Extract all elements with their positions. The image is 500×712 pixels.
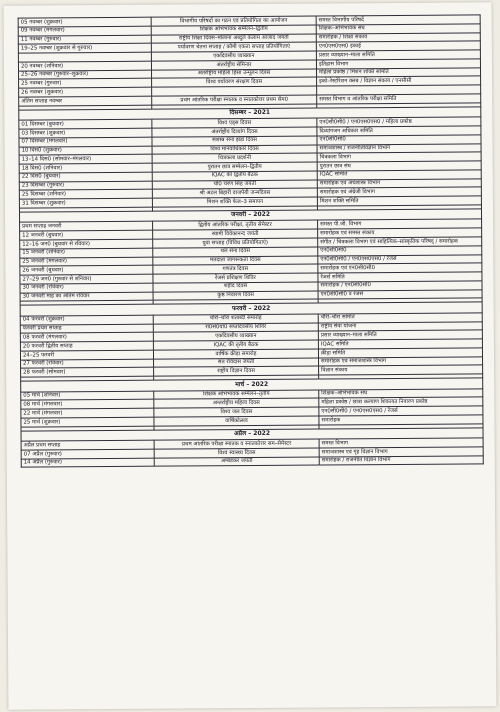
- event-cell: शिक्षक अभिभावक सम्मेलन–तृतीय: [154, 390, 319, 400]
- academic-calendar-table: [18, 14, 484, 468]
- organizer-cell: एन0सी0सी0 व रेंजर्स: [318, 290, 482, 300]
- organizer-cell: समस्त विभाग: [319, 438, 483, 448]
- event-cell: अंतर्राष्ट्रीय दिव्यांग दिवस: [152, 127, 317, 137]
- month-header: फरवरी – 2022: [20, 302, 482, 316]
- event-cell: सशस्त्र सेना झंडा दिवस: [152, 136, 317, 146]
- date-cell: 22 दिस0 (बुधवार): [19, 172, 152, 182]
- date-cell: 03 दिसम्बर (शुक्रवार): [19, 128, 152, 138]
- date-cell: 09 नवम्बर (मंगलवार): [18, 26, 151, 36]
- organizer-cell: एन0सी0सी0 / एन0एस0एस0 / रेंजर्स: [318, 254, 482, 264]
- organizer-cell: रेंजर्स समिति: [318, 272, 482, 282]
- date-cell: 20 नवम्बर (शनिवार): [18, 61, 151, 71]
- event-cell: राष्ट्रीय विज्ञान दिवस: [154, 366, 319, 376]
- event-cell: विभागीय परिषदों का गठन एवं प्रतियोगिता का आयोजन: [151, 16, 316, 26]
- event-cell: अम्बेडकर जयंती: [154, 457, 319, 467]
- organizer-cell: IQAC समिति: [318, 339, 482, 349]
- date-cell: 26 नवम्बर (शुक्रवार): [19, 87, 152, 97]
- table-row: [21, 456, 483, 468]
- organizer-cell: समस्त विभाग व आंतरिक परीक्षा समिति: [317, 94, 481, 104]
- event-cell: एकदिवसीय व्याख्यान: [151, 51, 316, 61]
- organizer-cell: समस्त पी.जी. विभाग: [318, 219, 482, 229]
- date-cell: 30 जनवरी माह का अंतिम रविवार: [20, 292, 153, 302]
- organizer-cell: समस्त विभागीय परिषदें: [316, 15, 480, 25]
- event-cell: IQAC की तृतीय बैठक: [153, 340, 318, 350]
- event-cell: चौरी–चौरा शताब्दी समारोह: [153, 314, 318, 324]
- organizer-cell: पुरातन छात्र संघ: [317, 161, 481, 171]
- event-cell: मतदाता जागरूकता दिवस: [153, 256, 318, 266]
- date-cell: 08 फरवरी (मंगलवार): [20, 333, 153, 343]
- event-cell: स्वामी विवेकानन्द जयंती: [153, 229, 318, 239]
- event-cell: विश्व एड्स दिवस: [152, 118, 317, 128]
- month-header: अप्रैल – 2022: [21, 428, 483, 442]
- event-cell: कुष्ठ निवारण दिवस: [153, 291, 318, 301]
- event-cell: राष्ट्रीय शिक्षा दिवस–मौलाना अब्दुल कलाम आजाद जयंती: [151, 34, 316, 44]
- document-page: [4, 2, 497, 709]
- date-cell: 14 अप्रैल (गुरुवार): [21, 458, 154, 468]
- event-cell: पुरातन छात्र सम्मेलन–द्वितीय: [152, 162, 317, 172]
- organizer-cell: समारोहक / एन0सी0सी0: [318, 281, 482, 291]
- date-cell: 27 फरवरी (रविवार): [21, 359, 154, 369]
- organizer-cell: महिला प्रकोष्ठ / मिशन शक्ति समिति: [316, 68, 480, 78]
- organizer-cell: इको–रेस्टोरेशन क्लब / विज्ञान संकाय / एनसीसी: [317, 76, 481, 86]
- date-cell: 12–16 जन0 (बुधवार से रविवार): [20, 239, 153, 249]
- organizer-cell: एन0सी0सी0: [318, 246, 482, 256]
- event-cell: प्रथम आंतरिक परीक्षा स्नातक व स्नातकोत्तर प्रथम सेम0: [152, 95, 317, 105]
- event-cell: चौ0 चरण सिंह जयंती: [152, 180, 317, 190]
- event-cell: युवा सप्ताह (विविध प्रतियोगिताएं): [153, 238, 318, 248]
- event-cell: विश्व पर्यावरण संरक्षण दिवस: [152, 77, 317, 87]
- event-cell: अंतर्राष्ट्रीय महिला हिंसा उन्मूलन दिवस: [152, 69, 317, 79]
- organizer-cell: महिला प्रकोष्ठ / छात्रा कल्याण शिकायत निवारण प्रकोष्ठ: [319, 397, 483, 407]
- event-cell: संत रविदास जयंती: [154, 358, 319, 368]
- event-cell: थल सेना दिवस: [153, 247, 318, 257]
- month-header: दिसम्बर – 2021: [19, 107, 481, 121]
- organizer-cell: समारोहक एवं एन0सी0सी0: [318, 263, 482, 273]
- organizer-cell: समाजशास्त्र एवं गृह विज्ञान विभाग: [319, 447, 483, 457]
- organizer-cell: संगीत / चित्रकला विभाग एवं साहित्यिक–सांस्कृतिक परिषद् / समारोहक: [318, 237, 482, 247]
- date-cell: 26 जनवरी (बुधवार): [20, 265, 153, 275]
- date-cell: 07 दिसम्बर (मंगलवार): [19, 137, 152, 147]
- month-header: मार्च – 2022: [21, 378, 483, 392]
- date-cell: 30 जनवरी (रविवार): [20, 283, 153, 293]
- organizer-cell: राष्ट्रीय सेवा योजना: [318, 321, 482, 331]
- event-cell: विश्व स्वास्थ्य दिवस: [154, 448, 319, 458]
- date-cell: 05 नवम्बर (शुक्रवार): [18, 17, 151, 27]
- event-cell: अंतर्राष्ट्रीय सेमिनार: [151, 60, 316, 70]
- date-cell: 10 दिस0 (शुक्रवार): [19, 146, 152, 156]
- event-cell: विश्व मानवाधिकार दिवस: [152, 145, 317, 155]
- event-cell: शहीद दिवस: [153, 282, 318, 292]
- date-cell: 25 जनवरी (मंगलवार): [20, 257, 153, 267]
- event-cell: गणतंत्र दिवस: [153, 264, 318, 274]
- date-cell: 28 फरवरी (सोमवार): [21, 368, 154, 378]
- date-cell: 01 दिसम्बर (बुधवार): [19, 119, 152, 129]
- event-cell: एकदिवसीय व्याख्यान: [153, 331, 318, 341]
- event-cell: श्री अटल बिहारी वाजपेयी जन्मदिवस: [152, 188, 317, 198]
- event-cell: विश्व जल दिवस: [154, 407, 319, 417]
- date-cell: 24–25 फरवरी: [20, 350, 153, 360]
- organizer-cell: क्रीड़ा समिति: [318, 348, 482, 358]
- date-cell: अप्रैल प्रथम सप्ताह: [21, 440, 154, 450]
- date-cell: 13–14 दिस0 (सोमवार–मंगलवार): [19, 154, 152, 164]
- organizer-cell: विज्ञान संकाय: [319, 365, 483, 375]
- organizer-cell: समारोहक एवं समस्त संकाय: [318, 228, 482, 238]
- date-cell: 25 मार्च (शुक्रवार): [21, 417, 154, 427]
- organizer-cell: इतिहास विभाग: [316, 59, 480, 69]
- date-cell: 22 मार्च (मंगलवार): [21, 408, 154, 418]
- organizer-cell: प्रसार व्याख्यान–माला समिति: [318, 330, 482, 340]
- date-cell: 25 दिसम्बर (शनिवार): [19, 190, 152, 200]
- date-cell: 08 मार्च (मंगलवार): [21, 400, 154, 410]
- organizer-cell: एन0सी0सी0 / एन0एस0एस0 / महिला प्रकोष्ठ: [317, 117, 481, 127]
- date-cell: 18 दिस0 (शनिवार): [19, 163, 152, 173]
- organizer-cell: शिक्षक–अभिभावक संघ: [319, 389, 483, 399]
- date-cell: 11 नवम्बर (गुरुवार): [18, 35, 151, 45]
- event-cell: मिशन शक्ति फेज–3 समापन: [152, 197, 317, 207]
- event-cell: रेंजर्स प्रशिक्षण शिविर: [153, 273, 318, 283]
- date-cell: प्रथम सप्ताह जनवरी: [20, 222, 153, 232]
- date-cell: 27–29 जन0 (गुरुवार से शनिवार): [20, 274, 153, 284]
- organizer-cell: समाजशास्त्र / राजनीतिविज्ञान विभाग: [317, 143, 481, 153]
- organizer-cell: IQAC समिति: [317, 170, 481, 180]
- event-cell: द्वितीय आंतरिक परीक्षा, तृतीय सेमेस्टर: [153, 220, 318, 230]
- organizer-cell: समारोहक: [319, 415, 483, 425]
- date-cell: 25–26 नवम्बर (गुरुवार–शुक्रवार): [19, 70, 152, 80]
- date-cell: 25 नवम्बर (गुरुवार): [19, 79, 152, 89]
- organizer-cell: शिक्षक–अभिभावक संघ: [316, 24, 480, 34]
- event-cell: IQAC की द्वितीय बैठक: [152, 171, 317, 181]
- calendar-body: [18, 15, 483, 468]
- organizer-cell: एन0एस0एस0 इकाई: [316, 41, 480, 51]
- organizer-cell: मिशन शक्ति समिति: [317, 196, 481, 206]
- organizer-cell: चित्रकला विभाग: [317, 152, 481, 162]
- date-cell: 04 फरवरी (शुक्रवार): [20, 315, 153, 325]
- event-cell: वार्षिक क्रीड़ा समारोह: [153, 349, 318, 359]
- organizer-cell: समारोहक एवं समाजशास्त्र विभाग: [319, 357, 483, 367]
- event-cell: चित्रकला प्रदर्शनी: [152, 153, 317, 163]
- organizer-cell: समारोहक एवं अंग्रेजी विभाग: [317, 187, 481, 197]
- date-cell: फरवरी प्रथम सप्ताह: [20, 324, 153, 334]
- organizer-cell: प्रसार व्याख्यान–माला समिति: [316, 50, 480, 60]
- event-cell: रा0से0यो0 सप्तदिवसीय शिविर: [153, 323, 318, 333]
- organizer-cell: समारोहक एवं अर्थशास्त्र विभाग: [317, 179, 481, 189]
- organizer-cell: दिव्यांगजन अधिकार समिति: [317, 126, 481, 136]
- month-header: जनवरी – 2022: [19, 209, 481, 223]
- organizer-cell: एन0सी0सी0 / एन0एस0एस0 / रेंजर्स: [319, 406, 483, 416]
- organizer-cell: समारोहक / राजनीति विज्ञान विभाग: [319, 456, 483, 466]
- event-cell: शिक्षक अभिभावक सम्मेलन–द्वितीय: [151, 25, 316, 35]
- date-cell: 19–25 नवम्बर (शुक्रवार से गुरुवार): [18, 44, 151, 54]
- date-cell: 23 दिसम्बर (गुरुवार): [19, 181, 152, 191]
- organizer-cell: चौरी–चौरा समिति: [318, 313, 482, 323]
- event-cell: प्रथम आंतरिक परीक्षा स्नातक व स्नातकोत्तर सम–सेमेस्टर: [154, 439, 319, 449]
- date-cell: अंतिम सप्ताह नवम्बर: [19, 96, 152, 106]
- date-cell: 07 अप्रैल (गुरुवार): [21, 449, 154, 459]
- event-cell: अन्तर्राष्ट्रीय महिला दिवस: [154, 398, 319, 408]
- date-cell: 05 मार्च (शनिवार): [21, 391, 154, 401]
- date-cell: 20 फरवरी द्वितीय सप्ताह: [20, 341, 153, 351]
- event-cell: पर्यावरण चेतना सप्ताह / कौमी एकता सप्ताह प्रतियोगिताएं: [151, 42, 316, 52]
- organizer-cell: समारोहक / शिक्षा संकाय: [316, 32, 480, 42]
- date-cell: 12 जनवरी (बुधवार): [20, 230, 153, 240]
- date-cell: 31 दिसम्बर (शुक्रवार): [19, 198, 152, 208]
- organizer-cell: एन0सी0सी0: [317, 135, 481, 145]
- event-cell: वार्षिकोत्सव: [154, 416, 319, 426]
- date-cell: 15 जनवरी (शनिवार): [20, 248, 153, 258]
